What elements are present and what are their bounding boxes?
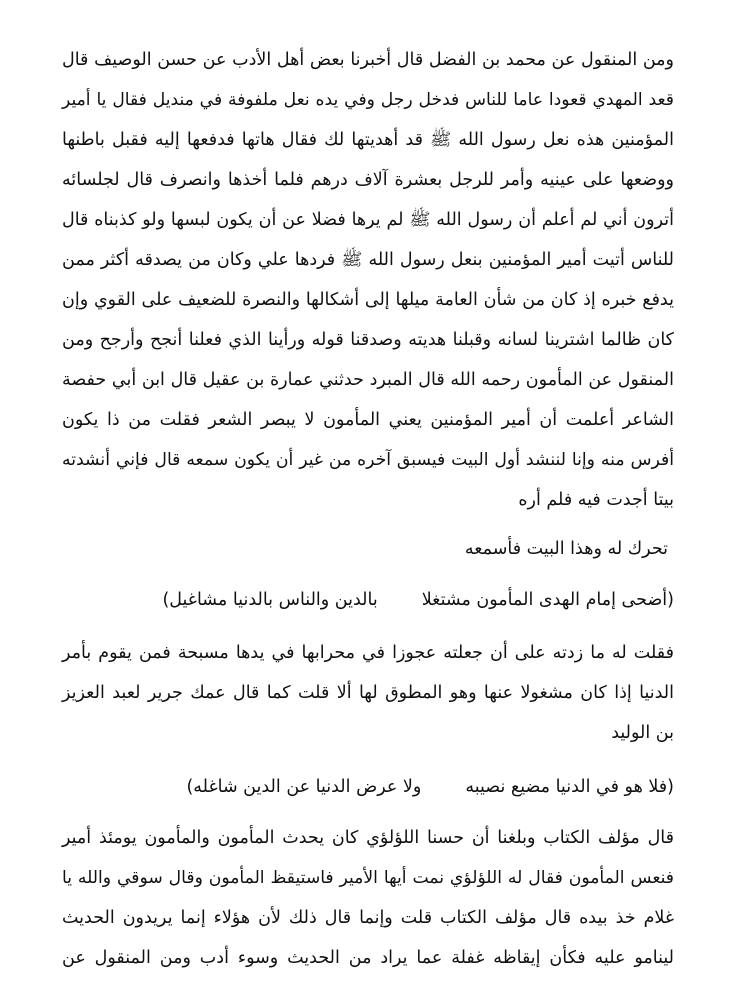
text-line: لينامو عليه فكأن إيقاظه غفلة عما يراد من الحديث وسوء أدب ومن المنقول عن xyxy=(62,948,674,968)
text-line: ووضعها على عينيه وأمر للرجل بعشرة آلاف درهم فلما أخذها وانصرف قال لجلسائه xyxy=(62,170,674,190)
text-line: فقلت له ما زدته على أن جعلته عجوزا في محرابها في يدها مسبحة فمن يقوم بأمر xyxy=(62,643,674,663)
text-line: فنعس المأمون فقال له اللؤلؤي نمت أيها الأمير فاستيقظ المأمون وقال سوقي والله يا xyxy=(62,868,674,888)
text-line: المنقول عن المأمون رحمه الله قال المبرد حدثني عمارة بن عقيل قال ابن أبي حفصة xyxy=(62,370,674,390)
paragraph-2 xyxy=(62,633,674,753)
text-line: غلام خذ بيده قال مؤلف الكتاب قلت وإنما قال ذلك لأن هؤلاء إنما يريدون الحديث xyxy=(62,908,674,928)
verse-1-first-hemistich: (أضحى إمام الهدى المأمون مشتغلا xyxy=(421,590,674,610)
text-line: المؤمنين هذه نعل رسول الله ﷺ قد أهديتها لك فقال هاتها فدفعها إليه فقبل باطنها xyxy=(62,130,674,150)
verse-1-second-hemistich: بالدين والناس بالدنيا مشاغيل) xyxy=(162,590,378,610)
text-line: يدفع خبره إذ كان من شأن العامة ميلها إلى أشكالها والنصرة للضعيف على القوي وإن xyxy=(62,290,674,310)
paragraph-1 xyxy=(62,40,674,520)
text-line: أترون أني لم أعلم أن رسول الله ﷺ لم يرها فضلا عن أن يكون لبسها ولو كذبناه قال xyxy=(62,210,674,230)
text-line: قال مؤلف الكتاب وبلغنا أن حسنا اللؤلؤي كان يحدث المأمون والمأمون يومئذ أمير xyxy=(62,828,674,848)
verse-2-second-hemistich: ولا عرض الدنيا عن الدين شاغله) xyxy=(186,777,422,797)
verse-1 xyxy=(162,580,674,620)
verse-2-first-hemistich: (فلا هو في الدنيا مضيع نصيبه xyxy=(465,777,674,797)
text-line: أفرس منه وإنا لننشد أول البيت فيسبق آخره من غير أن يكون سمعه قال فإني أنشدته xyxy=(62,450,674,470)
text-line: بن الوليد xyxy=(611,723,674,743)
text-line: قعد المهدي قعودا عاما للناس فدخل رجل وفي يده نعل ملفوفة في منديل فقال يا أمير xyxy=(62,90,674,110)
text-line: كان ظالما اشترينا لسانه وقبلنا هديته وصدقنا قوله ورأينا الذي فعلنا أنجح وأرجح ومن xyxy=(62,330,674,350)
text-line: بيتا أجدت فيه فلم أره xyxy=(518,490,674,510)
text-line: للناس أتيت أمير المؤمنين بنعل رسول الله ﷺ فردها علي وكان من يصدقه أكثر ممن xyxy=(62,250,674,270)
text-line: الدنيا إذا كان مشغولا عنها وهو المطوق لها ألا قلت كما قال عمك جرير لعبد العزيز xyxy=(62,683,674,703)
paragraph-3 xyxy=(62,818,674,978)
verse-intro-line: تحرك له وهذا البيت فأسمعه xyxy=(464,539,668,559)
text-line: ومن المنقول عن محمد بن الفضل قال أخبرنا بعض أهل الأدب عن حسن الوصيف قال xyxy=(62,50,674,70)
text-line: الشاعر أعلمت أن أمير المؤمنين يعني المأمون لا يبصر الشعر فقلت من ذا يكون xyxy=(62,410,674,430)
verse-2 xyxy=(186,767,674,807)
